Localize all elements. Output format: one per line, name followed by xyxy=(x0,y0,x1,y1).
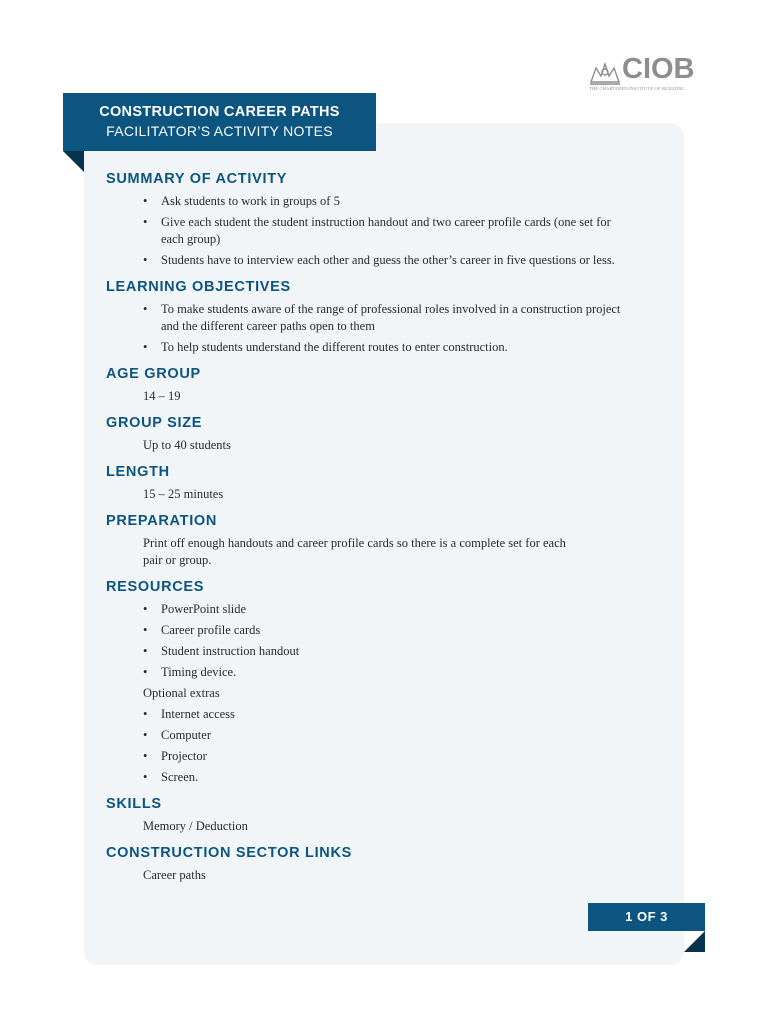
optional-extras-label: Optional extras xyxy=(143,686,220,700)
page-title: CONSTRUCTION CAREER PATHS xyxy=(99,104,340,120)
list-item: • To make students aware of the range of professional roles involved in a construction project and the different career paths open to them xyxy=(143,301,666,335)
logo-text: CIOB xyxy=(622,53,695,85)
section-heading: AGE GROUP xyxy=(106,366,201,382)
section-objectives xyxy=(106,278,666,356)
skills-value: Memory / Deduction xyxy=(143,819,248,833)
list-item: • Timing device. xyxy=(143,664,666,681)
length-value: 15 – 25 minutes xyxy=(143,487,224,501)
section-length xyxy=(106,463,666,503)
section-age-group xyxy=(106,365,666,405)
section-heading: GROUP SIZE xyxy=(106,415,203,431)
activity-notes xyxy=(106,170,666,893)
list-item: • To help students understand the different routes to enter construction. xyxy=(143,339,666,356)
section-skills xyxy=(106,795,666,835)
resources-list xyxy=(106,601,666,681)
list-item: • Projector xyxy=(143,748,666,765)
header-banner xyxy=(63,93,376,151)
list-item: • Give each student the student instruction handout and two career profile cards (one set for each group) xyxy=(143,214,666,248)
optional-extras-list xyxy=(106,706,666,786)
section-summary xyxy=(106,170,666,269)
list-item: • PowerPoint slide xyxy=(143,601,666,618)
logo-subtitle: THE CHARTERED INSTITUTE OF BUILDING xyxy=(589,86,685,91)
page-number-badge: 1 OF 3 xyxy=(588,903,705,931)
list-item: • Internet access xyxy=(143,706,666,723)
section-preparation xyxy=(106,512,666,569)
preparation-text: Print off enough handouts and career profile cards so there is a complete set for each pair or group. xyxy=(143,536,566,567)
section-heading: LENGTH xyxy=(106,464,170,480)
section-heading: PREPARATION xyxy=(106,513,218,529)
list-item: • Ask students to work in groups of 5 xyxy=(143,193,666,210)
ciob-logo xyxy=(588,53,708,96)
age-group-value: 14 – 19 xyxy=(143,389,181,403)
badge-fold xyxy=(684,931,705,952)
section-sector-links xyxy=(106,844,666,884)
objectives-list xyxy=(106,301,666,356)
list-item: • Screen. xyxy=(143,769,666,786)
section-heading: SKILLS xyxy=(106,796,162,812)
list-item: • Career profile cards xyxy=(143,622,666,639)
group-size-value: Up to 40 students xyxy=(143,438,231,452)
sector-links-value: Career paths xyxy=(143,868,206,882)
section-heading: CONSTRUCTION SECTOR LINKS xyxy=(106,845,353,861)
summary-list xyxy=(106,193,666,269)
crest-icon xyxy=(588,58,622,86)
list-item: • Computer xyxy=(143,727,666,744)
section-resources xyxy=(106,578,666,786)
section-heading: LEARNING OBJECTIVES xyxy=(106,279,291,295)
section-heading: SUMMARY OF ACTIVITY xyxy=(106,171,288,187)
banner-fold xyxy=(63,151,84,172)
page-subtitle: FACILITATOR’S ACTIVITY NOTES xyxy=(106,123,333,139)
list-item: • Student instruction handout xyxy=(143,643,666,660)
list-item: • Students have to interview each other and guess the other’s career in five questions or less. xyxy=(143,252,666,269)
section-group-size xyxy=(106,414,666,454)
section-heading: RESOURCES xyxy=(106,579,205,595)
